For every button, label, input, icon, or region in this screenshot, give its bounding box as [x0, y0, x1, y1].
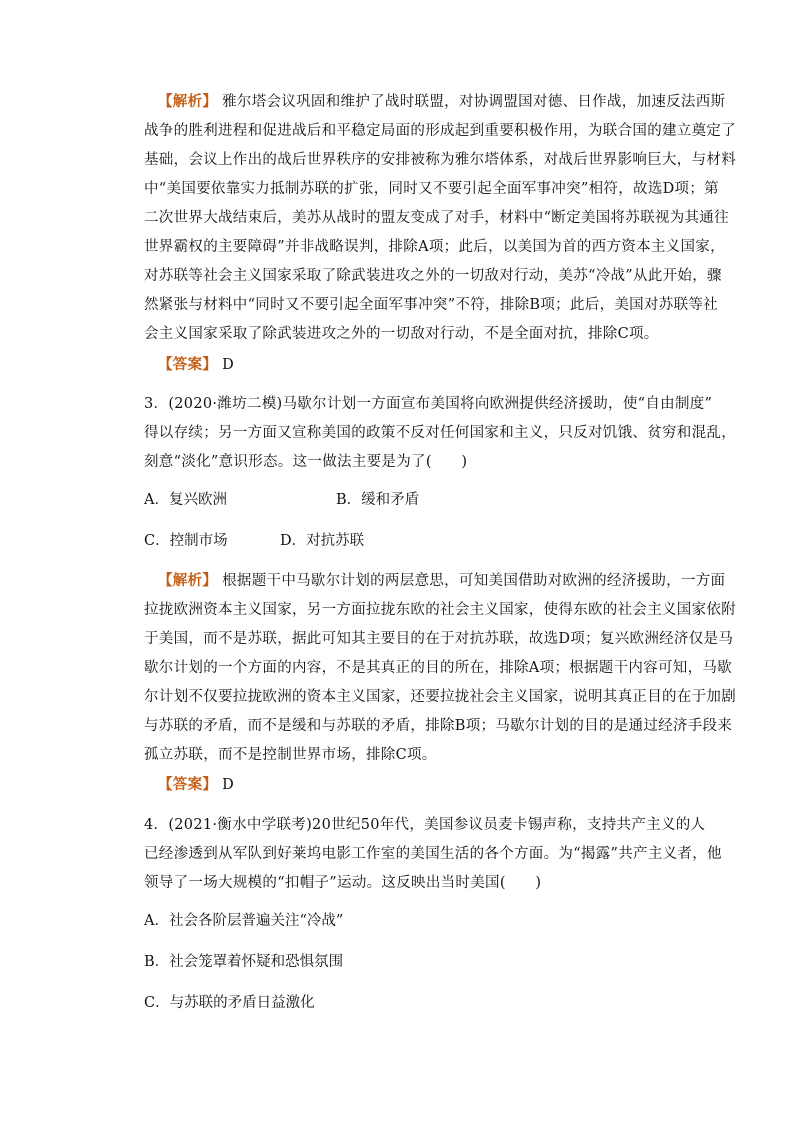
- q4-option-b[interactable]: B．社会笼罩着怀疑和恐惧氛围: [144, 954, 344, 970]
- q3-option-d[interactable]: D．对抗苏联: [280, 533, 365, 549]
- answer-1: [144, 350, 684, 380]
- question-line: 已经渗透到从军队到好莱坞电影工作室的美国生活的各个方面。为“揭露”共产主义者，他: [144, 846, 722, 862]
- answer-value: D: [222, 357, 235, 373]
- analysis-line: 然紧张与材料中“同时又不要引起全面军事冲突”不符，排除B项；此后，美国对苏联等社: [144, 297, 718, 313]
- question-line: 得以存续；另一方面又宣称美国的政策不反对任何国家和主义，只反对饥饿、贫穷和混乱，: [144, 425, 736, 441]
- analysis-line: 与苏联的矛盾，而不是缓和与苏联的矛盾，排除B项；马歇尔计划的目的是通过经济手段来: [144, 718, 733, 734]
- analysis-tag: 【解析】: [158, 572, 218, 589]
- analysis-line: 于美国，而不是苏联，据此可知其主要目的在于对抗苏联，故选D项；复兴欧洲经济仅是马: [144, 631, 734, 647]
- question-4: [144, 811, 722, 898]
- q4-option-c[interactable]: C．与苏联的矛盾日益激化: [144, 995, 315, 1011]
- question-3: [144, 390, 736, 477]
- answer-tag: 【答案】: [158, 776, 218, 793]
- analysis-line: 基础，会议上作出的战后世界秩序的安排被称为雅尔塔体系，对战后世界影响巨大，与材料: [144, 152, 736, 168]
- analysis-line: 孤立苏联，而不是控制世界市场，排除C项。: [144, 747, 437, 763]
- analysis-line: 战争的胜利进程和促进战后和平稳定局面的形成起到重要积极作用，为联合国的建立奠定了: [144, 123, 736, 139]
- analysis-line: 雅尔塔会议巩固和维护了战时联盟，对协调盟国对德、日作战，加速反法西斯: [222, 94, 726, 110]
- q3-option-a[interactable]: A．复兴欧洲: [144, 492, 227, 508]
- analysis-line: 中“美国要依靠实力抵制苏联的扩张，同时又不要引起全面军事冲突”相符，故选D项；第: [144, 181, 719, 197]
- q3-option-c[interactable]: C．控制市场: [144, 533, 228, 549]
- question-line: 4．(2021·衡水中学联考)20世纪50年代，美国参议员麦卡锡声称，支持共产主义的人: [144, 817, 706, 833]
- question-line: 领导了一场大规模的“扣帽子”运动。这反映出当时美国( ): [144, 875, 542, 891]
- analysis-line: 歇尔计划的一个方面的内容，不是其真正的目的所在，排除A项；根据题干内容可知，马歇: [144, 660, 732, 676]
- analysis-line: 拉拢欧洲资本主义国家，另一方面拉拢东欧的社会主义国家，使得东欧的社会主义国家依附: [144, 602, 736, 618]
- analysis-line: 根据题干中马歇尔计划的两层意思，可知美国借助对欧洲的经济援助，一方面: [222, 573, 726, 589]
- q3-option-b[interactable]: B．缓和矛盾: [336, 492, 420, 508]
- q4-option-a[interactable]: A．社会各阶层普遍关注“冷战”: [144, 913, 344, 929]
- answer-2: [144, 770, 684, 800]
- answer-tag: 【答案】: [158, 356, 218, 373]
- analysis-line: 会主义国家采取了除武装进攻之外的一切敌对行动，不是全面对抗，排除C项。: [144, 326, 659, 342]
- analysis-1: [144, 87, 736, 349]
- analysis-2: [144, 566, 736, 770]
- analysis-line: 二次世界大战结束后，美苏从战时的盟友变成了对手，材料中“断定美国将苏联视为其通往: [144, 210, 729, 226]
- answer-value: D: [222, 777, 235, 793]
- analysis-line: 世界霸权的主要障碍”并非战略误判，排除A项；此后，以美国为首的西方资本主义国家，: [144, 239, 725, 255]
- analysis-line: 尔计划不仅要拉拢欧洲的资本主义国家，还要拉拢社会主义国家，说明其真正目的在于加剧: [144, 689, 736, 705]
- analysis-line: 对苏联等社会主义国家采取了除武装进攻之外的一切敌对行动，美苏“冷战”从此开始，骤: [144, 268, 722, 284]
- question-line: 刻意“淡化”意识形态。这一做法主要是为了( ): [144, 454, 468, 470]
- question-line: 3．(2020·潍坊二模)马歇尔计划一方面宣布美国将向欧洲提供经济援助，使“自由制度”: [144, 396, 713, 412]
- analysis-tag: 【解析】: [158, 93, 218, 110]
